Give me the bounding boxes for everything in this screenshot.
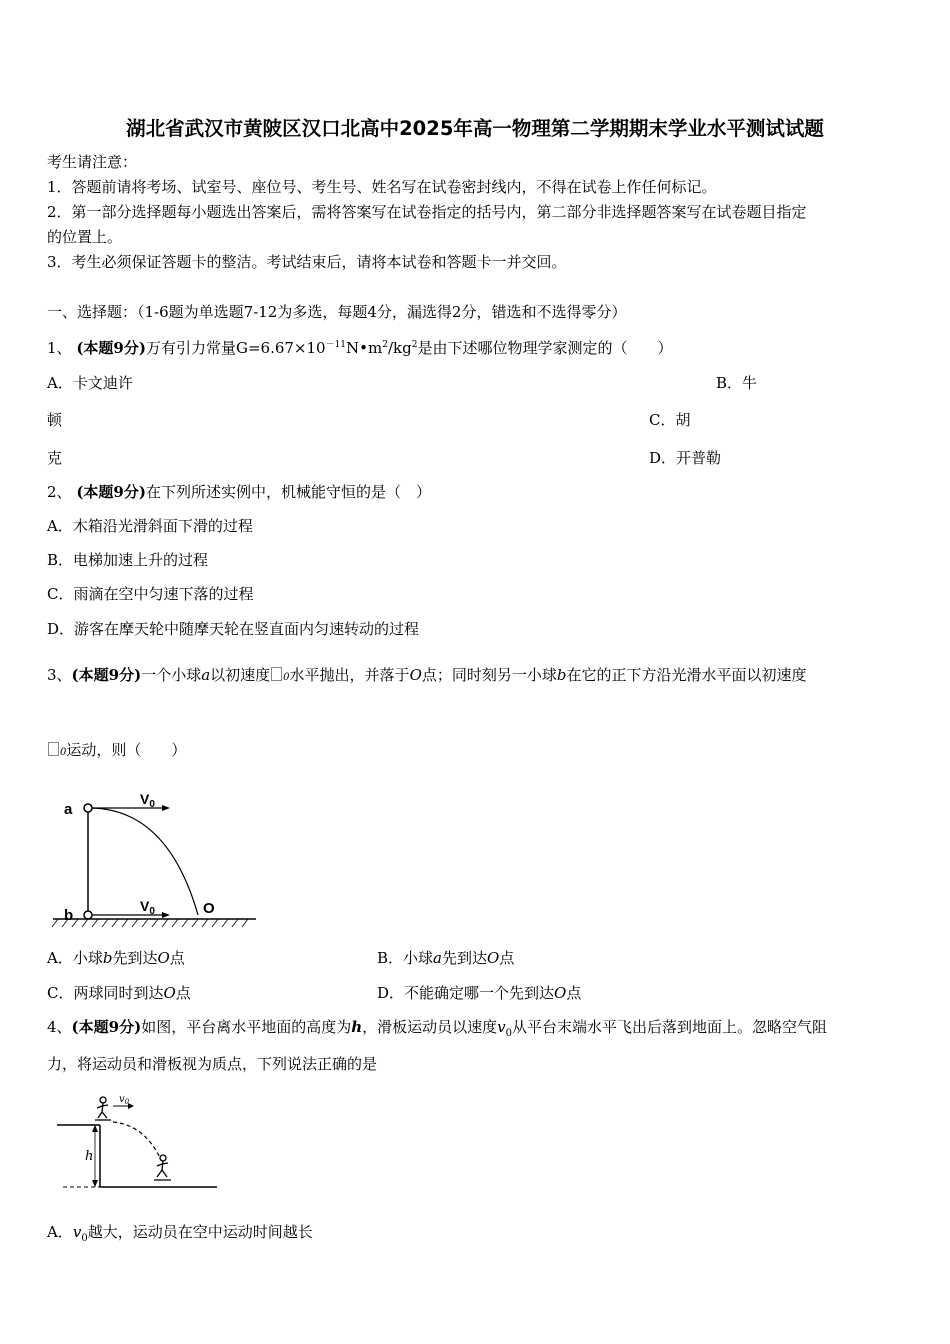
exponent: －11 [325,340,347,350]
label-h: h [85,1149,94,1164]
stem-text: 是由下述哪位物理学家测定的（ ） [417,339,673,357]
projectile-figure [48,790,260,932]
label-o: O [203,900,215,917]
page-title: 湖北省武汉市黄陂区汉口北高中2025年高一物理第二学期期末学业水平测试试题 [126,117,824,140]
var-h: h [351,1018,363,1036]
question-number: 1、 [47,339,72,357]
var-v0: 0 [283,672,290,683]
question-1-stem [47,338,672,358]
var-v0: 0 [60,747,67,758]
stem-text: 万有引力常量G=6.67×10 [145,339,326,357]
label-v0-top: $V_0$ [140,791,155,810]
skater-bottom [154,1155,171,1180]
notice-item-1: 1．答题前请将考场、试室号、座位号、考生号、姓名写在试卷密封线内，不得在试卷上作任何标记。 [47,178,717,196]
question-3-stem [47,665,807,688]
option-d: D．开普勒 [649,449,722,467]
var-b: b [556,666,567,684]
question-number: 3、 [47,666,72,684]
stem-text: 以初速度 [210,666,271,684]
exponent: 2 [382,340,388,350]
option-b: B．小球a先到达O点 [377,949,515,967]
label-v0-bottom: $V_0$ [140,898,155,917]
var-a: a [201,666,211,684]
notice-item-2-cont: 的位置上。 [47,228,123,246]
label-v0: $v_0$ [119,1094,130,1106]
option-a: A．$v_0$越大，运动员在空中运动时间越长 [47,1223,313,1244]
stem-text: 在下列所述实例中，机械能守恒的是（ ） [145,483,431,501]
question-score: (本题9分) [71,1018,142,1036]
arrow-head-top [162,805,170,811]
option-c: C．雨滴在空中匀速下落的过程 [47,585,254,603]
option-a: A．卡文迪许 [47,374,133,392]
height-arrow-bottom [92,1180,98,1187]
option-a: A．木箱沿光滑斜面下滑的过程 [47,517,253,535]
arrow-head-bottom [162,912,170,918]
notice-heading: 考生请注意： [47,153,138,171]
stem-text: 一个小球 [141,666,202,684]
stem-text: N•m [346,339,383,357]
option-d: D．不能确定哪一个先到达O点 [377,984,582,1002]
missing-glyph-icon [48,742,59,756]
question-2-stem [47,482,431,502]
ground-hatch [52,919,248,927]
option-b: B．牛 [716,374,758,392]
stem-text: 运动，则（ ） [66,741,187,759]
option-c: C．两球同时到达O点 [47,984,191,1002]
notice-item-3: 3．考生必须保证答题卡的整洁。考试结束后，请将本试卷和答题卡一并交回。 [47,253,567,271]
stem-text: ，滑板运动员以速度 [362,1018,498,1036]
question-number: 4、 [47,1018,72,1036]
notice-item-2: 2．第一部分选择题每小题选出答案后，需将答案写在试卷指定的括号内，第二部分非选择题答案写在试卷题目指定 [47,203,807,221]
question-3-stem-cont [47,740,186,763]
ball-a [84,804,92,812]
ball-b [84,911,92,919]
skateboard-figure [55,1090,220,1195]
option-b-cont: 顿 [47,411,63,429]
var-v: v [497,1018,506,1036]
question-number: 2、 [47,483,72,501]
question-4-stem [47,1017,827,1037]
stem-text: 在它的正下方沿光滑水平面以初速度 [566,666,807,684]
height-arrow-top [92,1125,98,1132]
option-c: C．胡 [649,411,691,429]
skater-top [95,1097,111,1120]
stem-text: /kg [387,339,412,357]
option-d: D．游客在摩天轮中随摩天轮在竖直面内匀速转动的过程 [47,620,420,638]
stem-text: 从平台末端水平飞出后落到地面上。忽略空气阻 [511,1018,827,1036]
label-a: a [64,801,73,818]
question-score: (本题9分) [76,339,146,357]
label-b: b [64,907,74,924]
question-4-stem-cont: 力，将运动员和滑板视为质点，下列说法正确的是 [47,1055,378,1073]
var-o: O [409,666,422,684]
question-score: (本题9分) [71,666,142,684]
option-c-cont: 克 [47,449,63,467]
exponent: 2 [411,340,418,350]
trajectory [113,1122,161,1160]
section-heading: 一、选择题：（1-6题为单选题7-12为多选，每题4分，漏选得2分，错选和不选得零分） [47,303,627,321]
stem-text: 水平抛出，并落于 [289,666,410,684]
missing-glyph-icon [271,667,282,681]
stem-text: 点；同时刻另一小球 [421,666,557,684]
option-b: B．电梯加速上升的过程 [47,551,209,569]
var-v-sub: 0 [505,1028,512,1039]
option-a: A．小球b先到达O点 [47,949,185,967]
question-score: (本题9分) [76,483,146,501]
stem-text: 如图，平台离水平地面的高度为 [141,1018,352,1036]
